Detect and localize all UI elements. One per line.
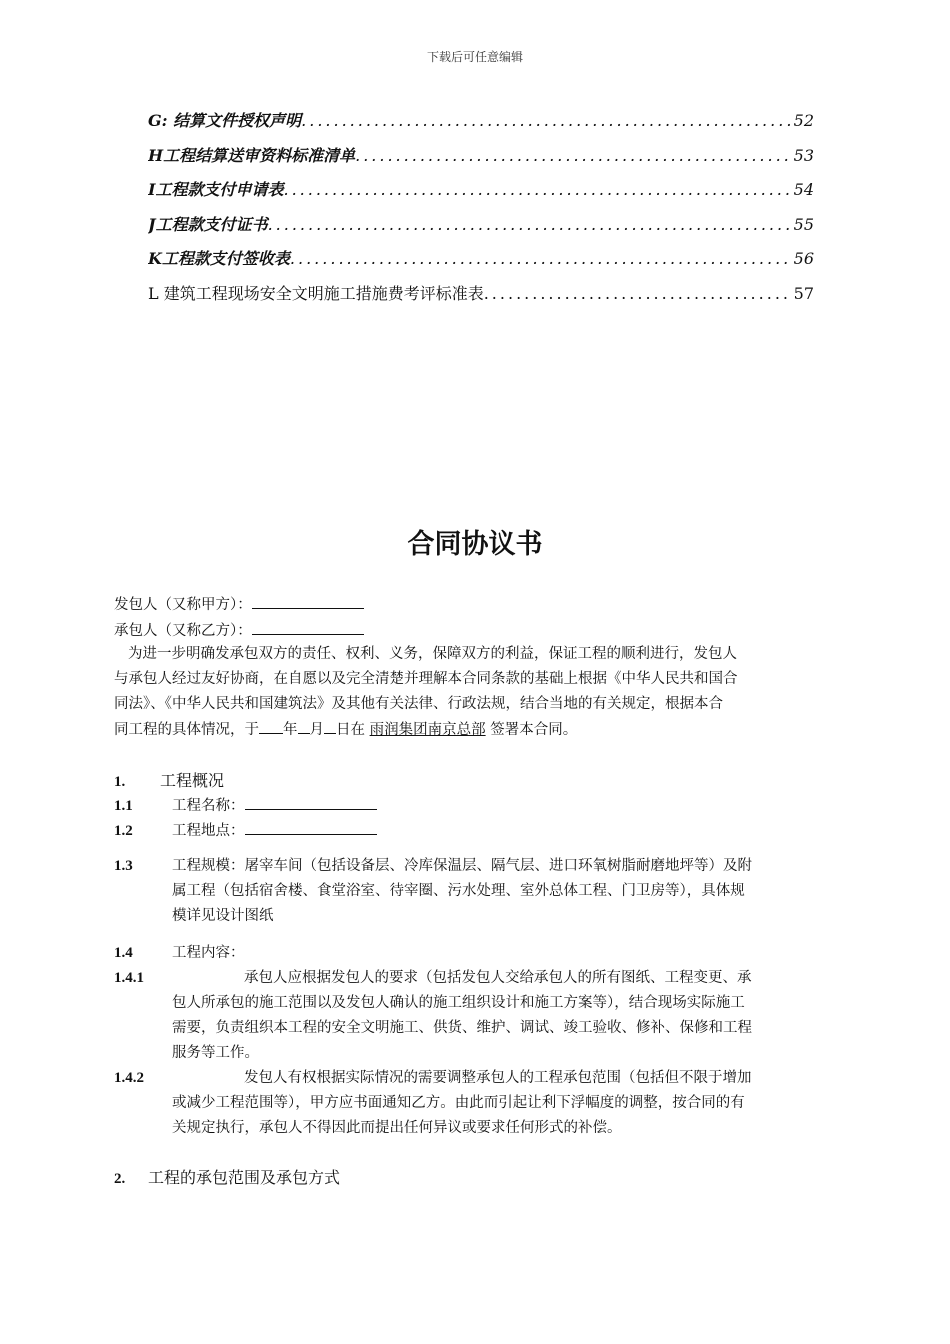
- text-line: 需要，负责组织本工程的安全文明施工、供货、维护、调试、竣工验收、修补、保修和工程: [172, 1020, 752, 1036]
- owner-line: [114, 592, 844, 618]
- item-1-4-1-text: [172, 966, 844, 1066]
- text-line: 属工程（包括宿舍楼、食堂浴室、待宰圈、污水处理、室外总体工程、门卫房等），具体规: [172, 883, 745, 899]
- item-label: 工程名称：: [172, 798, 245, 814]
- toc-leader: [290, 249, 792, 268]
- intro-line: 与承包人经过友好协商，在自愿以及完全清楚并理解本合同条款的基础上根据《中华人民共和国合: [114, 671, 738, 687]
- section-2-heading: [114, 1165, 340, 1192]
- toc-page: 55: [793, 214, 814, 234]
- toc-entry[interactable]: [148, 281, 814, 316]
- item-1-2: [114, 818, 377, 844]
- toc-page: 53: [793, 145, 814, 165]
- signing-place: 雨润集团南京总部: [369, 722, 486, 738]
- project-location-blank[interactable]: [245, 818, 377, 835]
- text-line: 或减少工程范围等），甲方应书面通知乙方。由此而引起让利下浮幅度的调整，按合同的有: [172, 1095, 745, 1111]
- owner-label: 发包人（又称甲方）：: [114, 597, 252, 613]
- item-1-4-1-number: [114, 966, 144, 991]
- project-name-blank[interactable]: [245, 793, 377, 810]
- toc-leader: [284, 180, 792, 199]
- item-number: 1.1: [114, 798, 133, 814]
- contractor-blank[interactable]: [252, 618, 364, 635]
- item-1-4: [114, 941, 245, 966]
- toc-label: I工程款支付申请表: [148, 180, 284, 199]
- day-label: 日在: [336, 722, 365, 738]
- year-label: 年: [283, 722, 298, 738]
- toc-label: H工程结算送审资料标准清单: [148, 145, 356, 165]
- item-1-1: [114, 793, 377, 819]
- party-block: [114, 592, 844, 644]
- intro-line: 为进一步明确发承包双方的责任、权利、义务，保障双方的利益，保证工程的顺利进行，发包人: [128, 646, 737, 662]
- text-line: 模详见设计图纸: [172, 908, 274, 924]
- page-header: 下载后可任意编辑: [426, 50, 523, 64]
- toc-page: 54: [793, 180, 814, 199]
- toc-entry[interactable]: [148, 246, 814, 281]
- text-line: 关规定执行，承包人不得因此而提出任何异议或要求任何形式的补偿。: [172, 1120, 622, 1136]
- table-of-contents: [148, 108, 814, 315]
- day-blank[interactable]: [324, 717, 336, 734]
- owner-blank[interactable]: [252, 592, 364, 609]
- intro-paragraph: [114, 642, 844, 743]
- text-line: 承包人应根据发包人的要求（包括发包人交给承包人的所有图纸、工程变更、承: [244, 970, 752, 986]
- section-title: 工程的承包范围及承包方式: [148, 1168, 341, 1187]
- item-1-4-2-text: [172, 1066, 844, 1141]
- section-number: 2.: [114, 1171, 126, 1187]
- item-number: 1.3: [114, 858, 133, 874]
- item-label: 工程内容：: [172, 945, 245, 961]
- toc-leader: [484, 284, 792, 303]
- toc-leader: [355, 146, 792, 165]
- section-title: 工程概况: [160, 771, 225, 790]
- text-line: 服务等工作。: [172, 1045, 259, 1061]
- text-line: 包人所承包的施工范围以及发包人确认的施工组织设计和施工方案等），结合现场实际施工: [172, 995, 745, 1011]
- item-number: 1.2: [114, 823, 133, 839]
- item-1-4-2-number: [114, 1066, 144, 1091]
- intro-line: 同法》、《中华人民共和国建筑法》及其他有关法律、行政法规，结合当地的有关规定，根据本合: [114, 696, 723, 712]
- toc-entry[interactable]: [148, 177, 814, 212]
- contractor-line: [114, 618, 844, 644]
- toc-label: J工程款支付证书: [148, 214, 268, 234]
- toc-entry[interactable]: [148, 108, 814, 143]
- toc-entry[interactable]: [148, 143, 814, 178]
- intro-text: 签署本合同。: [490, 722, 578, 738]
- section-number: 1.: [114, 774, 126, 790]
- toc-label: L 建筑工程现场安全文明施工措施费考评标准表: [148, 283, 484, 303]
- toc-page: 56: [793, 249, 814, 268]
- toc-page: 52: [793, 111, 814, 130]
- toc-label: G: 结算文件授权声明: [148, 111, 302, 130]
- document-title: 合同协议书: [407, 529, 543, 560]
- item-number: 1.4.1: [114, 970, 144, 986]
- month-label: 月: [309, 722, 324, 738]
- intro-text: 同工程的具体情况，于: [114, 722, 259, 738]
- section-1-heading: [114, 768, 224, 795]
- toc-entry[interactable]: [148, 212, 814, 247]
- year-blank[interactable]: [259, 717, 283, 734]
- intro-line: [114, 717, 844, 743]
- toc-leader: [268, 215, 792, 234]
- text-line: 发包人有权根据实际情况的需要调整承包人的工程承包范围（包括但不限于增加: [244, 1070, 752, 1086]
- contractor-label: 承包人（又称乙方）：: [114, 623, 252, 639]
- toc-leader: [301, 111, 791, 130]
- toc-page: 57: [793, 283, 814, 303]
- item-1-3-text: [172, 854, 844, 929]
- item-label: 工程地点：: [172, 823, 245, 839]
- text-line: 工程规模：屠宰车间（包括设备层、冷库保温层、隔气层、进口环氧树脂耐磨地坪等）及附: [172, 858, 752, 874]
- item-number: 1.4: [114, 945, 133, 961]
- item-number: 1.4.2: [114, 1070, 144, 1086]
- item-1-3-number: [114, 854, 133, 879]
- toc-label: K工程款支付签收表: [148, 249, 290, 268]
- month-blank[interactable]: [298, 717, 310, 734]
